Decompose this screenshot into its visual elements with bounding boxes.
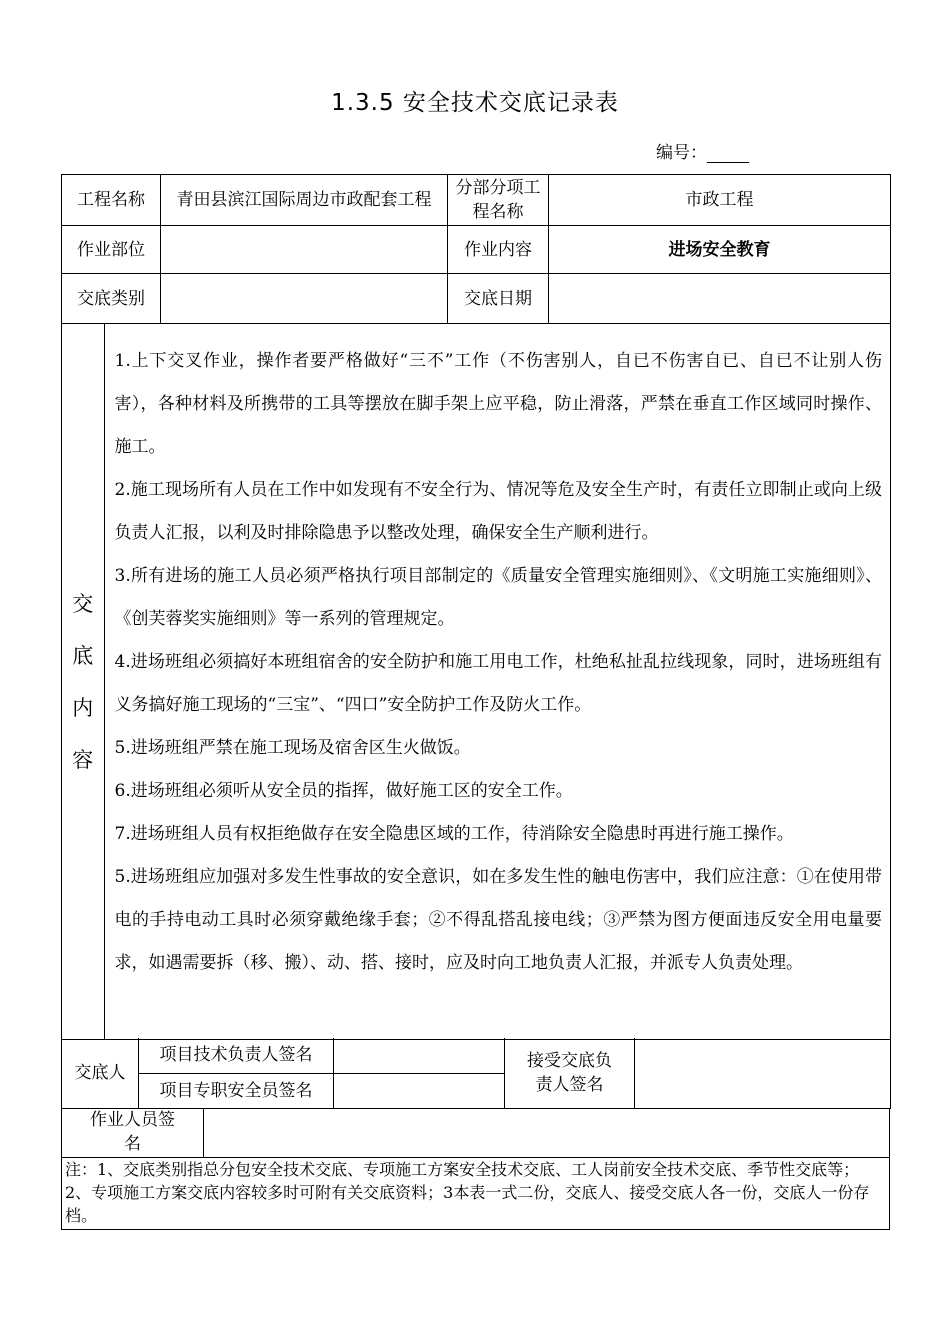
table-row bbox=[62, 1108, 890, 1157]
footnote: 注：1、交底类别指总分包安全技术交底、专项施工方案安全技术交底、工人岗前安全技术交底、季节性交底等；2、专项施工方案交底内容较多时可附有关交底资料；3本表一式二份，交底人、接受交底人各一份，交底人一份存档。 bbox=[62, 1157, 890, 1230]
content-label-char: 容 bbox=[72, 747, 94, 772]
disclosure-date-value[interactable] bbox=[549, 274, 891, 324]
work-content-value[interactable]: 进场安全教育 bbox=[549, 226, 891, 274]
disclosure-type-value[interactable] bbox=[161, 274, 448, 324]
receiver-sign-field[interactable] bbox=[635, 1038, 891, 1108]
form-title: 1.3.5 安全技术交底记录表 bbox=[331, 90, 619, 116]
table-row bbox=[62, 1038, 891, 1073]
content-item: 6.进场班组必须听从安全员的指挥，做好施工区的安全工作。 bbox=[114, 781, 573, 801]
content-label-char: 底 bbox=[72, 643, 94, 668]
safety-officer-sign-label: 项目专职安全员签名 bbox=[139, 1073, 334, 1108]
content-item: 5.进场班组应加强对多发生性事故的安全意识，如在多发生性的触电伤害中，我们应注意：①在使用带电的手持电动工具时必须穿戴绝缘手套；②不得乱搭乱接电线；③严禁为图方便面违反安全用电量要求，如遇需要拆（移、搬）、动、搭、接时，应及时向工地负责人汇报，并派专人负责处理。 bbox=[114, 867, 882, 973]
table-row bbox=[62, 274, 891, 324]
project-name-value[interactable]: 青田县滨江国际周边市政配套工程 bbox=[161, 175, 448, 226]
signature-table bbox=[61, 1038, 891, 1109]
receiver-sign-label: 接受交底负责人签名 bbox=[505, 1038, 635, 1108]
project-name-label: 工程名称 bbox=[62, 175, 161, 226]
table-row bbox=[62, 1157, 890, 1230]
content-row bbox=[62, 324, 891, 1040]
content-item: 2.施工现场所有人员在工作中如发现有不安全行为、情况等危及安全生产时，有责任立即制止或向上级负责人汇报，以利及时排除隐患予以整改处理，确保安全生产顺利进行。 bbox=[114, 480, 882, 543]
tech-lead-sign-field[interactable] bbox=[334, 1038, 505, 1073]
serial-input-line[interactable] bbox=[707, 146, 749, 163]
work-location-label: 作业部位 bbox=[62, 226, 161, 274]
content-item: 4.进场班组必须搞好本班组宿舍的安全防护和施工用电工作，杜绝私扯乱拉线现象，同时，进场班组有义务搞好施工现场的“三宝”、“四口”安全防护工作及防火工作。 bbox=[114, 652, 882, 715]
main-form-table bbox=[61, 174, 891, 1040]
tech-lead-sign-label: 项目技术负责人签名 bbox=[139, 1038, 334, 1073]
safety-officer-sign-field[interactable] bbox=[334, 1073, 505, 1108]
content-item: 1.上下交叉作业，操作者要严格做好“三不”工作（不伤害别人，自已不伤害自已、自已不让别人伤害），各种材料及所携带的工具等摆放在脚手架上应平稳，防止滑落，严禁在垂直工作区域同时操作、施工。 bbox=[114, 351, 882, 457]
table-row bbox=[62, 226, 891, 274]
content-section-label bbox=[62, 324, 104, 1039]
note-table bbox=[61, 1157, 890, 1230]
content-inner-table bbox=[62, 324, 890, 1039]
disclosure-date-label: 交底日期 bbox=[448, 274, 549, 324]
discloser-label: 交底人 bbox=[62, 1038, 139, 1108]
content-label-char: 交 bbox=[72, 591, 94, 616]
content-item: 5.进场班组严禁在施工现场及宿舍区生火做饭。 bbox=[114, 738, 471, 758]
sub-project-value[interactable]: 市政工程 bbox=[549, 175, 891, 226]
table-row bbox=[62, 175, 891, 226]
work-location-value[interactable] bbox=[161, 226, 448, 274]
workers-sign-field[interactable] bbox=[204, 1108, 890, 1157]
content-item: 7.进场班组人员有权拒绝做存在安全隐患区域的工作，待消除安全隐患时再进行施工操作。 bbox=[114, 824, 794, 844]
content-label-char: 内 bbox=[72, 695, 94, 720]
disclosure-content bbox=[104, 324, 890, 1039]
workers-sign-table bbox=[61, 1108, 890, 1158]
sub-project-label: 分部分项工程名称 bbox=[448, 175, 549, 226]
work-content-label: 作业内容 bbox=[448, 226, 549, 274]
content-item: 3.所有进场的施工人员必须严格执行项目部制定的《质量安全管理实施细则》、《文明施工实施细则》、《创芙蓉奖实施细则》等一系列的管理规定。 bbox=[114, 566, 882, 629]
serial-label: 编号： bbox=[656, 143, 707, 163]
workers-sign-label: 作业人员签名 bbox=[62, 1108, 204, 1157]
serial-number bbox=[656, 138, 749, 163]
disclosure-type-label: 交底类别 bbox=[62, 274, 161, 324]
